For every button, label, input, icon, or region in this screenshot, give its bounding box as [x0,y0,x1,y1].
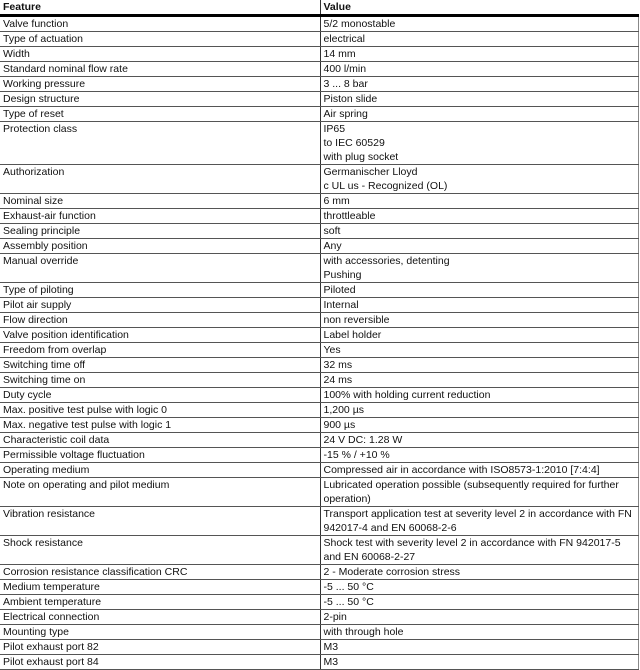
table-row [0,122,638,165]
table-row [0,224,638,239]
feature-cell: Pilot exhaust port 84 [0,655,320,670]
feature-cell: Valve position identification [0,328,320,343]
feature-cell: Medium temperature [0,580,320,595]
value-cell [320,209,638,224]
value-cell [320,655,638,670]
feature-cell: Corrosion resistance classification CRC [0,565,320,580]
table-row [0,478,638,507]
value-line: Label holder [323,329,382,341]
feature-cell: Characteristic coil data [0,433,320,448]
value-line: to IEC 60529 [323,137,385,149]
value-cell [320,448,638,463]
feature-cell: Type of reset [0,107,320,122]
value-cell [320,418,638,433]
value-line: Internal [323,299,359,311]
value-cell [320,358,638,373]
value-cell [320,433,638,448]
value-cell [320,298,638,313]
value-cell [320,122,638,165]
value-line: 900 µs [323,419,356,431]
table-row [0,283,638,298]
feature-cell: Standard nominal flow rate [0,62,320,77]
feature-cell: Switching time off [0,358,320,373]
feature-cell: Switching time on [0,373,320,388]
feature-cell: Duty cycle [0,388,320,403]
table-row [0,107,638,122]
feature-cell: Nominal size [0,194,320,209]
value-line: 24 V DC: 1.28 W [323,434,403,446]
value-cell [320,343,638,358]
feature-cell: Flow direction [0,313,320,328]
table-row [0,165,638,194]
table-row [0,77,638,92]
feature-cell: Working pressure [0,77,320,92]
value-cell [320,388,638,403]
feature-cell: Authorization [0,165,320,194]
value-line: Piston slide [323,93,378,105]
table-row [0,536,638,565]
feature-cell: Sealing principle [0,224,320,239]
value-line: 400 l/min [323,63,367,75]
table-row [0,16,638,32]
column-header-feature: Feature [0,0,320,16]
value-line: 2-pin [323,611,347,623]
value-cell [320,47,638,62]
table-header-row [0,0,638,16]
table-row [0,328,638,343]
value-line: 3 ... 8 bar [323,78,368,90]
feature-cell: Manual override [0,254,320,283]
value-line: 14 mm [323,48,356,60]
table-row [0,565,638,580]
table-row [0,343,638,358]
table-row [0,610,638,625]
value-cell [320,580,638,595]
value-line: c UL us - Recognized (OL) [323,180,448,192]
feature-cell: Type of actuation [0,32,320,47]
feature-cell: Pilot exhaust port 82 [0,640,320,655]
feature-cell: Freedom from overlap [0,343,320,358]
feature-cell: Max. positive test pulse with logic 0 [0,403,320,418]
table-row [0,448,638,463]
value-line: M3 [323,656,339,668]
value-cell [320,77,638,92]
feature-cell: Mounting type [0,625,320,640]
value-cell [320,239,638,254]
value-line: M3 [323,641,339,653]
value-line: with through hole [323,626,404,638]
value-cell [320,32,638,47]
value-line: with plug socket [323,151,399,163]
feature-cell: Width [0,47,320,62]
table-row [0,92,638,107]
feature-cell: Protection class [0,122,320,165]
table-row [0,298,638,313]
table-row [0,640,638,655]
value-cell [320,536,638,565]
value-cell [320,403,638,418]
value-line: Piloted [323,284,356,296]
table-row [0,625,638,640]
table-row [0,47,638,62]
value-cell [320,507,638,536]
table-row [0,403,638,418]
value-cell [320,283,638,298]
value-cell [320,463,638,478]
value-line: 32 ms [323,359,353,371]
value-line: IP65 [323,123,346,135]
table-row [0,358,638,373]
table-row [0,463,638,478]
table-row [0,209,638,224]
value-line: Transport application test at severity level 2 in accordance with FN 942017-4 and EN 60068-2-6 [323,508,632,534]
value-line: Shock test with severity level 2 in accordance with FN 942017-5 and EN 60068-2-27 [323,537,621,563]
value-line: 2 - Moderate corrosion stress [323,566,461,578]
feature-cell: Pilot air supply [0,298,320,313]
table-row [0,433,638,448]
feature-cell: Design structure [0,92,320,107]
value-line: -15 % / +10 % [323,449,390,461]
value-cell [320,16,638,32]
value-line: Compressed air in accordance with ISO8573-1:2010 [7:4:4] [323,464,600,476]
value-line: Air spring [323,108,368,120]
value-line: soft [323,225,341,237]
table-body [0,16,638,670]
table-row [0,32,638,47]
value-cell [320,62,638,77]
value-cell [320,92,638,107]
feature-cell: Vibration resistance [0,507,320,536]
feature-cell: Ambient temperature [0,595,320,610]
value-cell [320,107,638,122]
table-row [0,595,638,610]
value-cell [320,610,638,625]
value-line: 100% with holding current reduction [323,389,491,401]
feature-cell: Assembly position [0,239,320,254]
value-line: -5 ... 50 °C [323,581,374,593]
table-row [0,239,638,254]
table-row [0,194,638,209]
table-row [0,254,638,283]
value-line: Germanischer Lloyd [323,166,418,178]
value-cell [320,254,638,283]
value-cell [320,595,638,610]
value-line: -5 ... 50 °C [323,596,374,608]
value-cell [320,373,638,388]
table-row [0,313,638,328]
value-cell [320,478,638,507]
value-line: electrical [323,33,365,45]
feature-cell: Operating medium [0,463,320,478]
value-line: 1,200 µs [323,404,364,416]
feature-cell: Note on operating and pilot medium [0,478,320,507]
table-row [0,373,638,388]
feature-cell: Shock resistance [0,536,320,565]
table-row [0,655,638,670]
value-line: 5/2 monostable [323,18,396,30]
value-line: Lubricated operation possible (subsequently required for further operation) [323,479,619,505]
table-row [0,580,638,595]
feature-cell: Exhaust-air function [0,209,320,224]
table-row [0,507,638,536]
value-line: Pushing [323,269,362,281]
feature-cell: Valve function [0,16,320,32]
value-cell [320,313,638,328]
value-cell [320,565,638,580]
feature-cell: Permissible voltage fluctuation [0,448,320,463]
table-row [0,388,638,403]
value-cell [320,640,638,655]
value-cell [320,194,638,209]
value-cell [320,625,638,640]
feature-cell: Electrical connection [0,610,320,625]
value-cell [320,328,638,343]
value-cell [320,165,638,194]
value-cell [320,224,638,239]
value-line: Yes [323,344,341,356]
value-line: Any [323,240,342,252]
value-line: with accessories, detenting [323,255,450,267]
table-row [0,62,638,77]
value-line: non reversible [323,314,390,326]
value-line: 6 mm [323,195,350,207]
column-header-value: Value [320,0,638,16]
value-line: throttleable [323,210,376,222]
feature-cell: Type of piloting [0,283,320,298]
table-row [0,418,638,433]
value-line: 24 ms [323,374,353,386]
feature-cell: Max. negative test pulse with logic 1 [0,418,320,433]
